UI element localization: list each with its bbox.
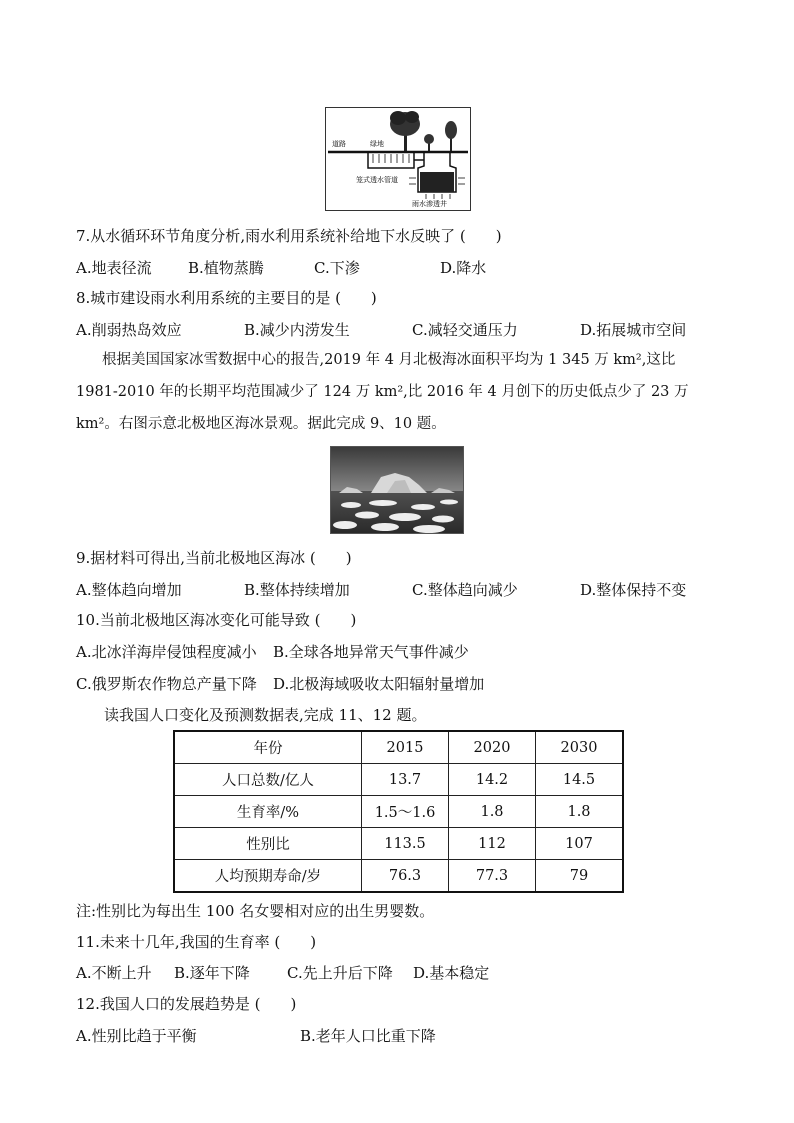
- table-row: [174, 860, 623, 893]
- q9-stem: 9.据材料可得出,当前北极地区海冰 ( ): [76, 549, 352, 567]
- material-paragraph: [76, 344, 716, 440]
- table-header-cell: 2015: [362, 731, 449, 764]
- q9-option-c[interactable]: C.整体趋向减少: [412, 581, 518, 599]
- table-cell: 76.3: [362, 860, 449, 893]
- table-cell: 107: [536, 828, 624, 860]
- q11-option-a[interactable]: A.不断上升: [76, 964, 152, 982]
- table-header-cell: 2030: [536, 731, 624, 764]
- table-cell: 13.7: [362, 764, 449, 796]
- table-intro: 读我国人口变化及预测数据表,完成 11、12 题。: [104, 706, 427, 724]
- table-cell: 14.2: [449, 764, 536, 796]
- q11-option-b[interactable]: B.逐年下降: [174, 964, 250, 982]
- q8-option-a[interactable]: A.削弱热岛效应: [76, 321, 182, 339]
- q7-option-b[interactable]: B.植物蒸腾: [188, 259, 264, 277]
- q10-option-a[interactable]: A.北冰洋海岸侵蚀程度减小: [76, 643, 257, 661]
- well-label: 雨水渗透井: [412, 200, 447, 208]
- tree-small-icon: [424, 134, 434, 152]
- q12-stem: 12.我国人口的发展趋势是 ( ): [76, 995, 297, 1013]
- table-cell: 14.5: [536, 764, 624, 796]
- sea-ice-image: [331, 447, 463, 533]
- q10-stem: 10.当前北极地区海冰变化可能导致 ( ): [76, 611, 357, 629]
- table-row: [174, 796, 623, 828]
- q7-option-c[interactable]: C.下渗: [314, 259, 360, 277]
- table-header-cell: 年份: [174, 731, 362, 764]
- greenland-label: 绿地: [370, 140, 384, 148]
- q9-option-d[interactable]: D.整体保持不变: [580, 581, 687, 599]
- sea-ice-photo: [330, 446, 464, 534]
- table-header-row: [174, 731, 623, 764]
- table-row-label: 人均预期寿命/岁: [174, 860, 362, 893]
- q8-option-c[interactable]: C.减轻交通压力: [412, 321, 518, 339]
- table-row-label: 性别比: [174, 828, 362, 860]
- q8-option-d[interactable]: D.拓展城市空间: [580, 321, 687, 339]
- table-cell: 113.5: [362, 828, 449, 860]
- table-row: [174, 764, 623, 796]
- table-cell: 77.3: [449, 860, 536, 893]
- table-row-label: 人口总数/亿人: [174, 764, 362, 796]
- q12-option-b[interactable]: B.老年人口比重下降: [300, 1027, 436, 1045]
- population-table: [173, 730, 624, 893]
- tree-tall-icon: [445, 121, 457, 152]
- table-cell: 79: [536, 860, 624, 893]
- q7-option-a[interactable]: A.地表径流: [76, 259, 152, 277]
- rainwater-system-diagram: [326, 108, 470, 210]
- q8-stem: 8.城市建设雨水利用系统的主要目的是 ( ): [76, 289, 377, 307]
- table-cell: 1.8: [449, 796, 536, 828]
- table-note: 注:性别比为每出生 100 名女婴相对应的出生男婴数。: [76, 902, 435, 920]
- q10-option-b[interactable]: B.全球各地异常天气事件减少: [273, 643, 469, 661]
- q9-option-b[interactable]: B.整体持续增加: [244, 581, 350, 599]
- q11-option-c[interactable]: C.先上升后下降: [287, 964, 393, 982]
- table-cell: 112: [449, 828, 536, 860]
- material-text: 根据美国国家冰雪数据中心的报告,2019 年 4 月北极海冰面积平均为 1 345 万 km²,这比 1981-2010 年的长期平均范围减少了 124 万 km²,比 2016 年 4 月创下的历史低点少了 23 万 km²。右图示意北极地区海冰景观。据此完成 9、10 题。: [76, 352, 689, 432]
- q11-stem: 11.未来十几年,我国的生育率 ( ): [76, 933, 317, 951]
- rainwater-system-figure: [325, 107, 471, 211]
- table-cell: 1.8: [536, 796, 624, 828]
- q9-option-a[interactable]: A.整体趋向增加: [76, 581, 182, 599]
- q10-option-c[interactable]: C.俄罗斯农作物总产量下降: [76, 675, 257, 693]
- q7-option-d[interactable]: D.降水: [440, 259, 487, 277]
- pipe-label: 笼式透水管道: [356, 176, 398, 184]
- q11-option-d[interactable]: D.基本稳定: [413, 964, 490, 982]
- tree-large-icon: [390, 111, 420, 152]
- q10-option-d[interactable]: D.北极海域吸收太阳辐射量增加: [273, 675, 485, 693]
- table-row-label: 生育率/%: [174, 796, 362, 828]
- q12-option-a[interactable]: A.性别比趋于平衡: [76, 1027, 197, 1045]
- road-label: 道路: [332, 140, 346, 148]
- q7-stem: 7.从水循环环节角度分析,雨水利用系统补给地下水反映了 ( ): [76, 227, 502, 245]
- table-row: [174, 828, 623, 860]
- table-header-cell: 2020: [449, 731, 536, 764]
- q8-option-b[interactable]: B.减少内涝发生: [244, 321, 350, 339]
- table-cell: 1.5～1.6: [362, 796, 449, 828]
